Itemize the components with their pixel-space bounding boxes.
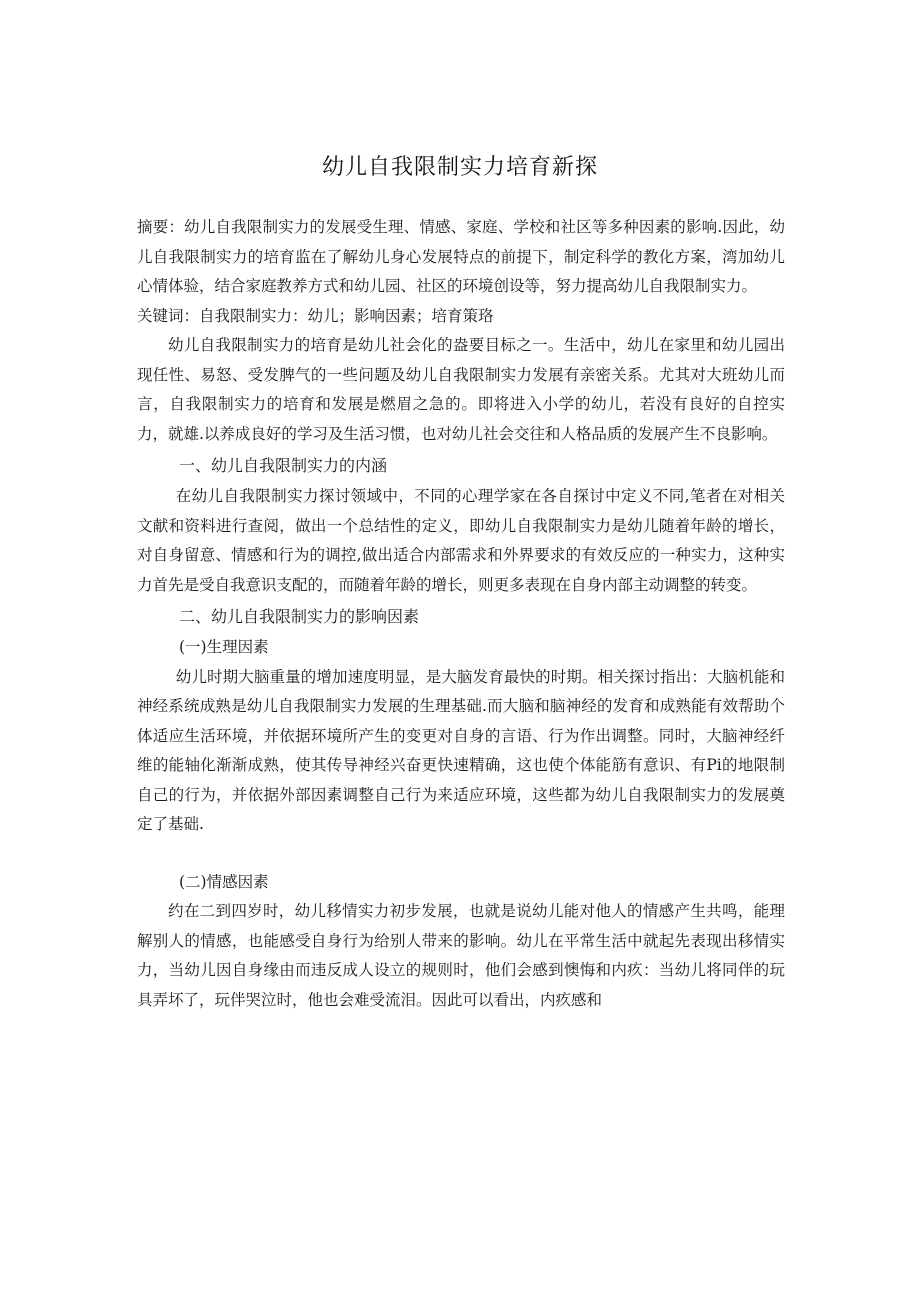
subsection-1-paragraph: 幼儿时期大脑重量的增加速度明显，是大脑发育最快的时期。相关探讨指出：大脑机能和神经系统成熟是幼儿自我限制实力发展的生理基础.而大脑和脑神经的发育和成熟能有效帮助个体适应生活环境，并依据环境所产生的变更对自身的言语、行为作出调整。同时，大脑神经纤维的能轴化渐渐成熟，使其传导神经兴奋更快速精确，这也使个体能筋有意识、有Pi的地限制自己的行为，并依据外部因素调整自己行为来适应环境，这些都为幼儿自我限制实力的发展奠定了基础. [137, 667, 785, 833]
document-title: 幼儿自我限制实力培育新探 [321, 155, 598, 180]
subsection-2-heading: (二)情感因素 [179, 872, 269, 891]
subsection-1-heading: (一)生理因素 [179, 638, 269, 656]
intro-paragraph: 幼儿自我限制实力的培育是幼儿社会化的盎要目标之一。生活中，幼儿在家里和幼儿园出现任性、易怒、受发脾气的一些问题及幼儿自我限制实力发展有亲密关系。尤其对大班幼儿而言，自我限制实力的培育和发展是燃眉之急的。即将进入小学的幼儿，若没有良好的自控实力，就雄.以养成良好的学习及生活习惯，也对幼儿社会交往和人格品质的发展产生不良影响。 [137, 336, 785, 443]
section-1-heading: 一、幼儿自我限制实力的内涵 [179, 456, 388, 475]
section-1-paragraph: 在幼儿自我限制实力探讨领域中，不同的心理学家在各自探讨中定义不同,笔者在对相关文献和资料进行查阅，做出一个总结性的定义，即幼儿自我限制实力是幼儿随着年龄的增长，对自身留意、情感和行为的调控,做出适合内部需求和外界要求的有效反应的一种实力，这种实力首先是受自我意识支配的，而随着年龄的增长，则更多表现在自身内部主动调整的转变。 [137, 487, 785, 594]
keywords-line: 关键词：自我限制实力：幼儿；影响因素；培育策珞 [137, 306, 494, 325]
section-2-heading: 二、幼儿自我限制实力的影响因素 [179, 607, 420, 626]
abstract-paragraph: 摘要：幼儿自我限制实力的发展受生理、情感、家庭、学校和社区等多种因素的影响.因此，幼儿自我限制实力的培育监在了解幼儿身心发展特点的前提下，制定科学的教化方案，湾加幼儿心情体验，结合家庭教养方式和幼儿园、社区的环境创设等，努力提高幼儿自我限制实力。 [137, 218, 785, 295]
subsection-2-paragraph: 约在二到四岁时，幼儿移情实力初步发展，也就是说幼儿能对他人的情感产生共鸣，能理解别人的情感，也能感受自身行为给别人带来的影响。幼儿在平常生活中就起先表现出移情实力，当幼儿因自身缘由而违反成人设立的规则时，他们会感到懊悔和内疚：当幼儿将同伴的玩具弄坏了，玩伴哭泣时，他也会难受流泪。因此可以看出，内疚感和 [137, 902, 785, 1009]
paragraph-gap [137, 840, 785, 868]
document-body [137, 213, 785, 1015]
